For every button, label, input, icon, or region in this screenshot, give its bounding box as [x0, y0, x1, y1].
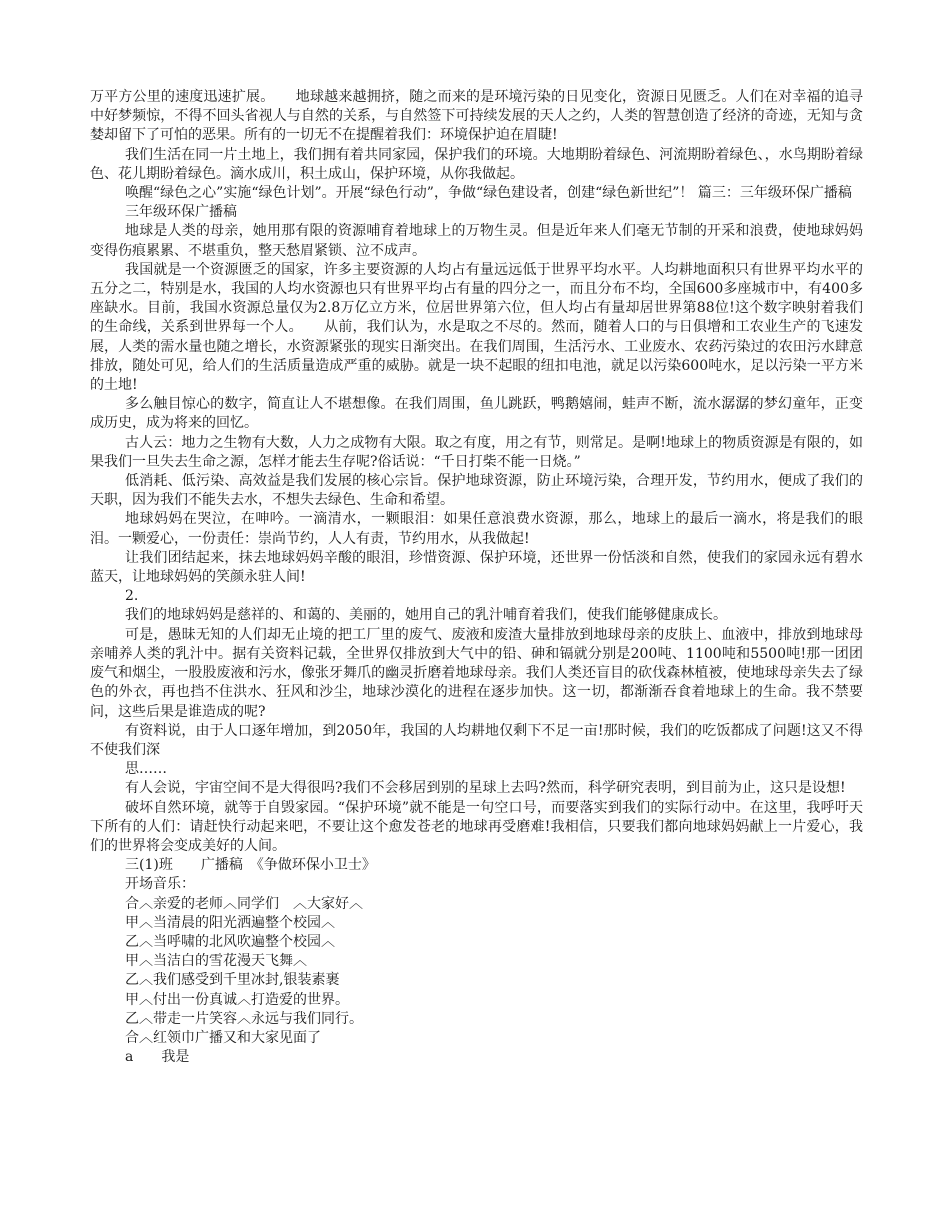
- paragraph: 古人云：地力之生物有大数，人力之成物有大限。取之有度，用之有节，则常足。是啊!地球上的物质资源是有限的，如果我们一旦失去生命之源，怎样才能去生存呢?俗话说：“千日打柴不能一日烧。”: [90, 434, 863, 470]
- section-number: 2.: [125, 588, 139, 605]
- paragraph: 我国就是一个资源匮乏的国家，许多主要资源的人均占有量远远低于世界平均水平。人均耕地面积只有世界平均水平的五分之二，特别是水，我国的人均水资源也只有世界平均占有量的四分之一，而且分布不均，全国600多座城市中，有400多座缺水。目前，我国水资源总量仅为2.8万亿立方米，位居世界第六位，但人均占有量却居世界第88位!这个数字映射着我们的生命线，关系到世界每一个人。 从前，我们认为，水是取之不尽的。然而，随着人口的与日俱增和工农业生产的飞速发展，人类的需水量也随之增长，水资源紧张的现实日渐突出。在我们周围，生活污水、工业废水、农药污染过的农田污水肆意排放，随处可见，给人们的生活质量造成严重的威胁。就是一块不起眼的纽扣电池，就足以污染600吨水，足以污染一平方米的土地!: [90, 261, 863, 394]
- paragraph: 万平方公里的速度迅速扩展。 地球越来越拥挤，随之而来的是环境污染的日见变化，资源日见匮乏。人们在对幸福的追寻中好梦频惊，不得不回头省视人与自然的关系，与自然签下可持续发展的天人之约，人类的智慧创造了经济的奇迹，无知与贪婪却留下了可怕的恶果。所有的一切无不在提醒着我们：环境保护迫在眉睫!: [90, 89, 863, 144]
- script-line: 乙︿我们感受到千里冰封,银装素裹: [125, 972, 340, 989]
- document-body: [90, 88, 863, 1067]
- script-line: 合︿亲爱的老师︿同学们 ︿大家好︿: [125, 895, 363, 912]
- script-line: 甲︿当清晨的阳光洒遍整个校园︿: [125, 914, 335, 931]
- script-line: 乙︿带走一片笑容︿永远与我们同行。: [125, 1010, 363, 1027]
- paragraph: 可是，愚昧无知的人们却无止境的把工厂里的废气、废液和废渣大量排放到地球母亲的皮肤上、血液中，排放到地球母亲哺养人类的乳汁中。据有关资料记载，全世界仅排放到大气中的铅、砷和镉就分别是200吨、1100吨和5500吨!那一团团废气和烟尘，一股股废液和污水，像张牙舞爪的幽灵折磨着地球母亲。我们人类还盲目的砍伐森林植被，使地球母亲失去了绿色的外衣，再也挡不住洪水、狂风和沙尘，地球沙漠化的进程在逐步加快。这一切，都渐渐吞食着地球上的生命。我不禁要问，这些后果是谁造成的呢?: [90, 626, 863, 720]
- paragraph: 地球妈妈在哭泣，在呻吟。一滴清水，一颗眼泪：如果任意浪费水资源，那么，地球上的最后一滴水，将是我们的眼泪。一颗爱心，一份责任：崇尚节约，人人有责，节约用水，从我做起!: [90, 511, 863, 547]
- paragraph: 多么触目惊心的数字，简直让人不堪想像。在我们周围，鱼儿跳跃，鸭鹅嬉闹，蛙声不断，流水潺潺的梦幻童年，正变成历史，成为将来的回忆。: [90, 396, 863, 432]
- paragraph: 有人会说，宇宙空间不是大得很吗?我们不会移居到别的星球上去吗?然而，科学研究表明，到目前为止，这只是设想!: [125, 780, 846, 797]
- paragraph: 地球是人类的母亲，她用那有限的资源哺育着地球上的万物生灵。但是近年来人们毫无节制的开采和浪费，使地球妈妈变得伤痕累累、不堪重负，整天愁眉紧锁、泣不成声。: [90, 223, 863, 259]
- script-line: 合︿红领巾广播又和大家见面了: [125, 1029, 321, 1046]
- paragraph: 低消耗、低污染、高效益是我们发展的核心宗旨。保护地球资源，防止环境污染，合理开发，节约用水，便成了我们的天职，因为我们不能失去水，不想失去绿色、生命和希望。: [90, 473, 863, 509]
- script-line: a 我是: [125, 1049, 190, 1066]
- section-heading: 三年级环保广播稿: [125, 204, 237, 221]
- script-line: 甲︿当洁白的雪花漫天飞舞︿: [125, 953, 307, 970]
- script-line: 甲︿付出一份真诚︿打造爱的世界。: [125, 991, 349, 1008]
- script-title: 三(1)班 广播稿 《争做环保小卫士》: [125, 857, 376, 874]
- paragraph: 我们的地球妈妈是慈祥的、和蔼的、美丽的，她用自己的乳汁哺育着我们，使我们能够健康成长。: [125, 607, 727, 624]
- paragraph: 有资料说，由于人口逐年增加，到2050年，我国的人均耕地仅剩下不足一亩!那时候，我们的吃饭都成了问题!这又不得不使我们深: [90, 722, 863, 758]
- script-line: 开场音乐：: [125, 876, 195, 893]
- paragraph: 破坏自然环境，就等于自毁家园。“保护环境”就不能是一句空口号，而要落实到我们的实际行动中。在这里，我呼吁天下所有的人们：请赶快行动起来吧，不要让这个愈发苍老的地球再受磨难!我相信，只要我们都向地球妈妈献上一片爱心，我们的世界将会变成美好的人间。: [90, 799, 863, 854]
- paragraph: 思……: [125, 761, 167, 778]
- paragraph: 我们生活在同一片土地上，我们拥有着共同家园，保护我们的环境。大地期盼着绿色、河流期盼着绿色、，水鸟期盼着绿色、花儿期盼着绿色。滴水成川，积土成山，保护环境，从你我做起。: [90, 146, 863, 182]
- paragraph: 唤醒“绿色之心”实施“绿色计划”。开展“绿色行动”，争做“绿色建设者，创建“绿色新世纪”！ 篇三：三年级环保广播稿: [125, 185, 852, 202]
- paragraph: 让我们团结起来，抹去地球妈妈辛酸的眼泪，珍惜资源、保护环境，还世界一份恬淡和自然，使我们的家园永远有碧水蓝天，让地球妈妈的笑颜永驻人间!: [90, 549, 863, 586]
- script-line: 乙︿当呼啸的北风吹遍整个校园︿: [125, 933, 335, 950]
